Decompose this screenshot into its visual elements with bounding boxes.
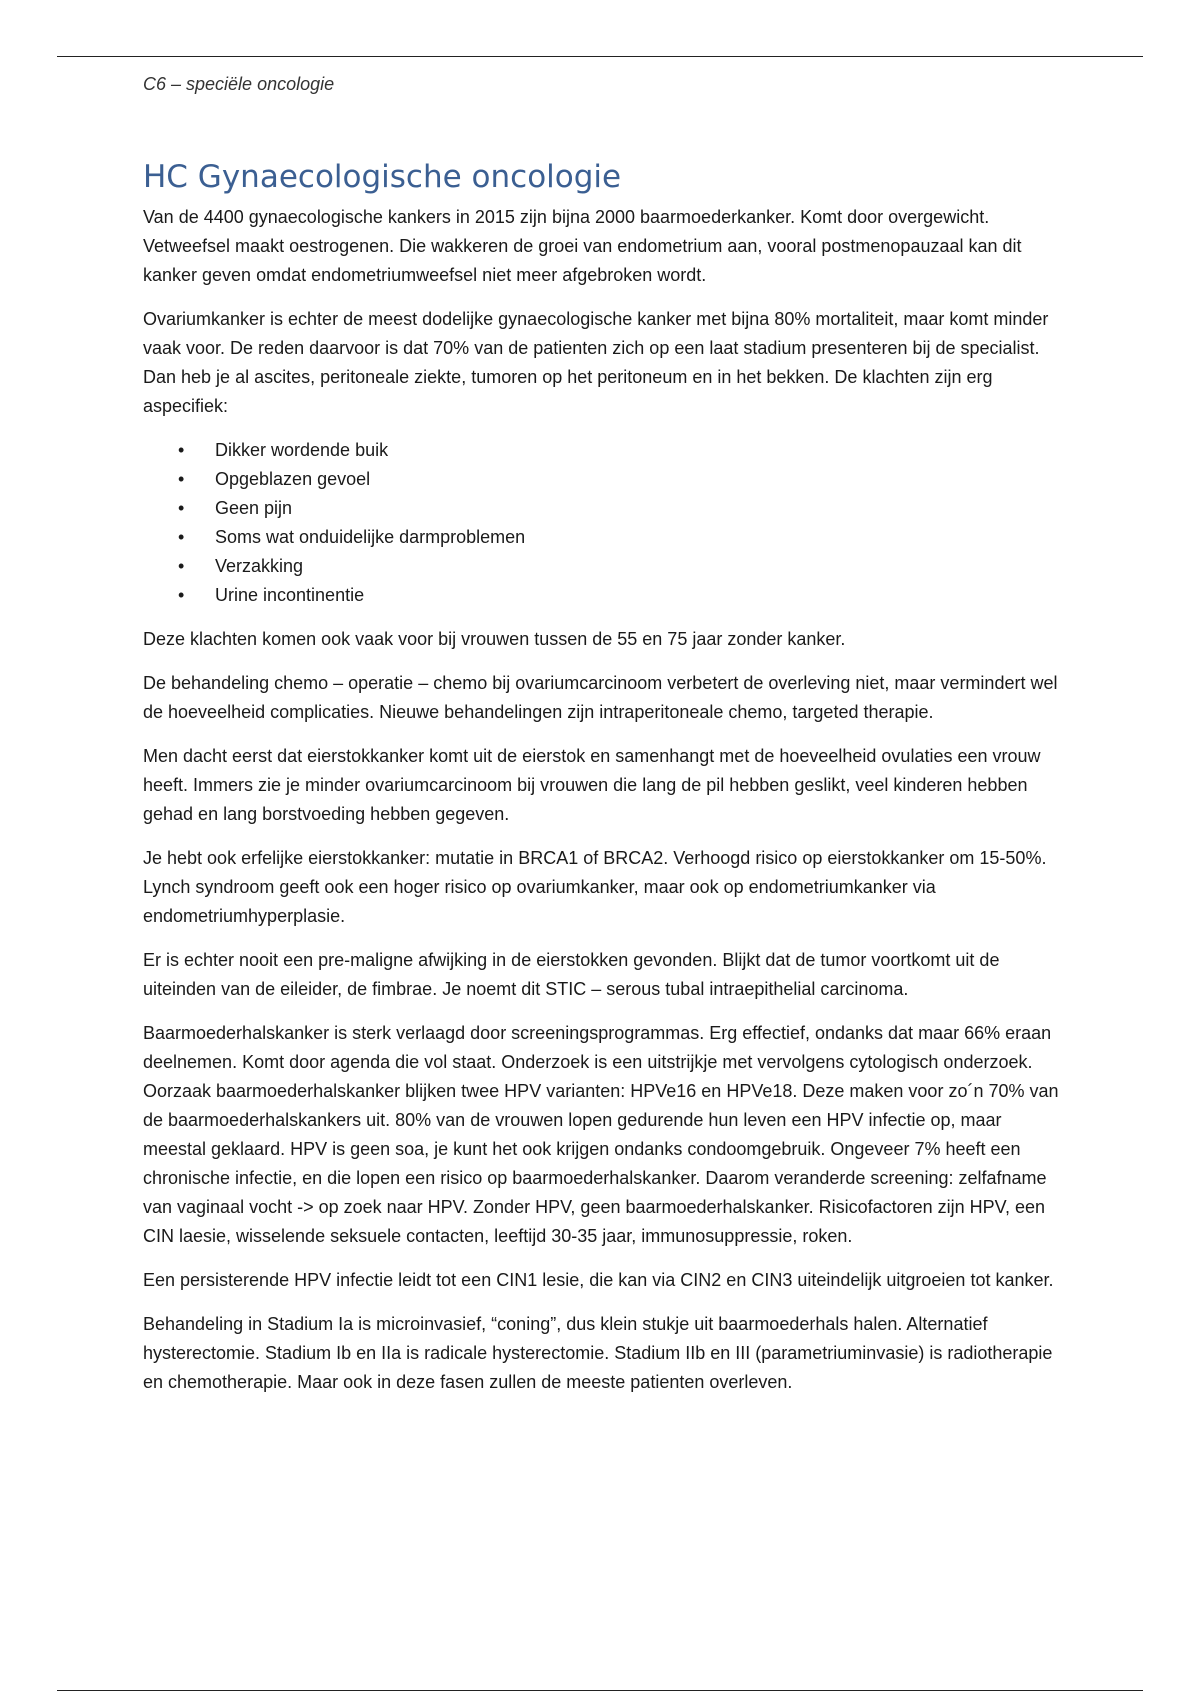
paragraph-erfelijk: Je hebt ook erfelijke eierstokkanker: mutatie in BRCA1 of BRCA2. Verhoogd risico op eierstokkanker om 15-50%. Lynch syndroom geeft ook een hoger risico op ovariumkanker, maar ook op endometriumkanker via endometriumhyperplasie. <box>143 847 1047 926</box>
bullet-icon: • <box>178 468 185 489</box>
paragraph-hpv-cin: Een persisterende HPV infectie leidt tot een CIN1 lesie, die kan via CIN2 en CIN3 uiteindelijk uitgroeien tot kanker. <box>143 1269 1054 1290</box>
list-item: • Urine incontinentie <box>215 581 1063 610</box>
paragraph-behandeling-chemo: De behandeling chemo – operatie – chemo bij ovariumcarcinoom verbetert de overleving niet, maar vermindert wel de hoeveelheid complicaties. Nieuwe behandelingen zijn intraperitoneale chemo, targeted therapie. <box>143 672 1058 722</box>
paragraph-stic: Er is echter nooit een pre-maligne afwijking in de eierstokken gevonden. Blijkt dat de tumor voortkomt uit de uiteinden van de eileider, de fimbrae. Je noemt dit STIC – serous tubal intraepithelial carcinoma. <box>143 949 1000 999</box>
bullet-icon: • <box>178 439 185 460</box>
list-item: • Geen pijn <box>215 494 1063 523</box>
document-body <box>143 160 1063 1412</box>
list-item: • Dikker wordende buik <box>215 436 1063 465</box>
page-title: HC Gynaecologische oncologie <box>143 159 622 195</box>
bullet-icon: • <box>178 526 185 547</box>
bullet-icon: • <box>178 497 185 518</box>
paragraph-baarmoederhalskanker: Baarmoederhalskanker is sterk verlaagd door screeningsprogrammas. Erg effectief, ondanks dat maar 66% eraan deelnemen. Komt door agenda die vol staat. Onderzoek is een uitstrijkje met vervolgens cytologisch onderzoek. Oorzaak baarmoederhalskanker blijken twee HPV varianten: HPVe16 en HPVe18. Deze maken voor zo´n 70% van de baarmoederhalskankers uit. 80% van de vrouwen lopen gedurende hun leven een HPV infectie op, maar meestal geklaard. HPV is geen soa, je kunt het ook krijgen ondanks condoomgebruik. Ongeveer 7% heeft een chronische infectie, en die lopen een risico op baarmoederhalskanker. Daarom veranderde screening: zelfafname van vaginaal vocht -> op zoek naar HPV. Zonder HPV, geen baarmoederhalskanker. Risicofactoren zijn HPV, een CIN laesie, wisselende seksuele contacten, leeftijd 30-35 jaar, immunosuppressie, roken. <box>143 1022 1059 1246</box>
footer-rule <box>57 1690 1143 1691</box>
symptom-list <box>143 436 1063 610</box>
list-item: • Verzakking <box>215 552 1063 581</box>
paragraph-klachten: Deze klachten komen ook vaak voor bij vrouwen tussen de 55 en 75 jaar zonder kanker. <box>143 628 846 649</box>
list-item: • Opgeblazen gevoel <box>215 465 1063 494</box>
paragraph-baarmoederkanker: Van de 4400 gynaecologische kankers in 2015 zijn bijna 2000 baarmoederkanker. Komt door overgewicht. Vetweefsel maakt oestrogenen. Die wakkeren de groei van endometrium aan, vooral postmenopauzaal kan dit kanker geven omdat endometriumweefsel niet meer afgebroken wordt. <box>143 206 1022 285</box>
list-item: • Soms wat onduidelijke darmproblemen <box>215 523 1063 552</box>
header-rule <box>57 56 1143 57</box>
bullet-icon: • <box>178 584 185 605</box>
bullet-icon: • <box>178 555 185 576</box>
paragraph-ovariumkanker: Ovariumkanker is echter de meest dodelijke gynaecologische kanker met bijna 80% mortaliteit, maar komt minder vaak voor. De reden daarvoor is dat 70% van de patienten zich op een laat stadium presenteren bij de specialist. Dan heb je al ascites, peritoneale ziekte, tumoren op het peritoneum en in het bekken. De klachten zijn erg aspecifiek: <box>143 308 1049 416</box>
paragraph-ovulaties: Men dacht eerst dat eierstokkanker komt uit de eierstok en samenhangt met de hoeveelheid ovulaties een vrouw heeft. Immers zie je minder ovariumcarcinoom bij vrouwen die lang de pil hebben geslikt, veel kinderen hebben gehad en lang borstvoeding hebben gegeven. <box>143 745 1041 824</box>
running-header: C6 – speciële oncologie <box>143 74 335 94</box>
paragraph-behandeling-stadia: Behandeling in Stadium Ia is microinvasief, “coning”, dus klein stukje uit baarmoederhals halen. Alternatief hysterectomie. Stadium Ib en IIa is radicale hysterectomie. Stadium IIb en III (parametriuminvasie) is radiotherapie en chemotherapie. Maar ook in deze fasen zullen de meeste patienten overleven. <box>143 1313 1053 1392</box>
